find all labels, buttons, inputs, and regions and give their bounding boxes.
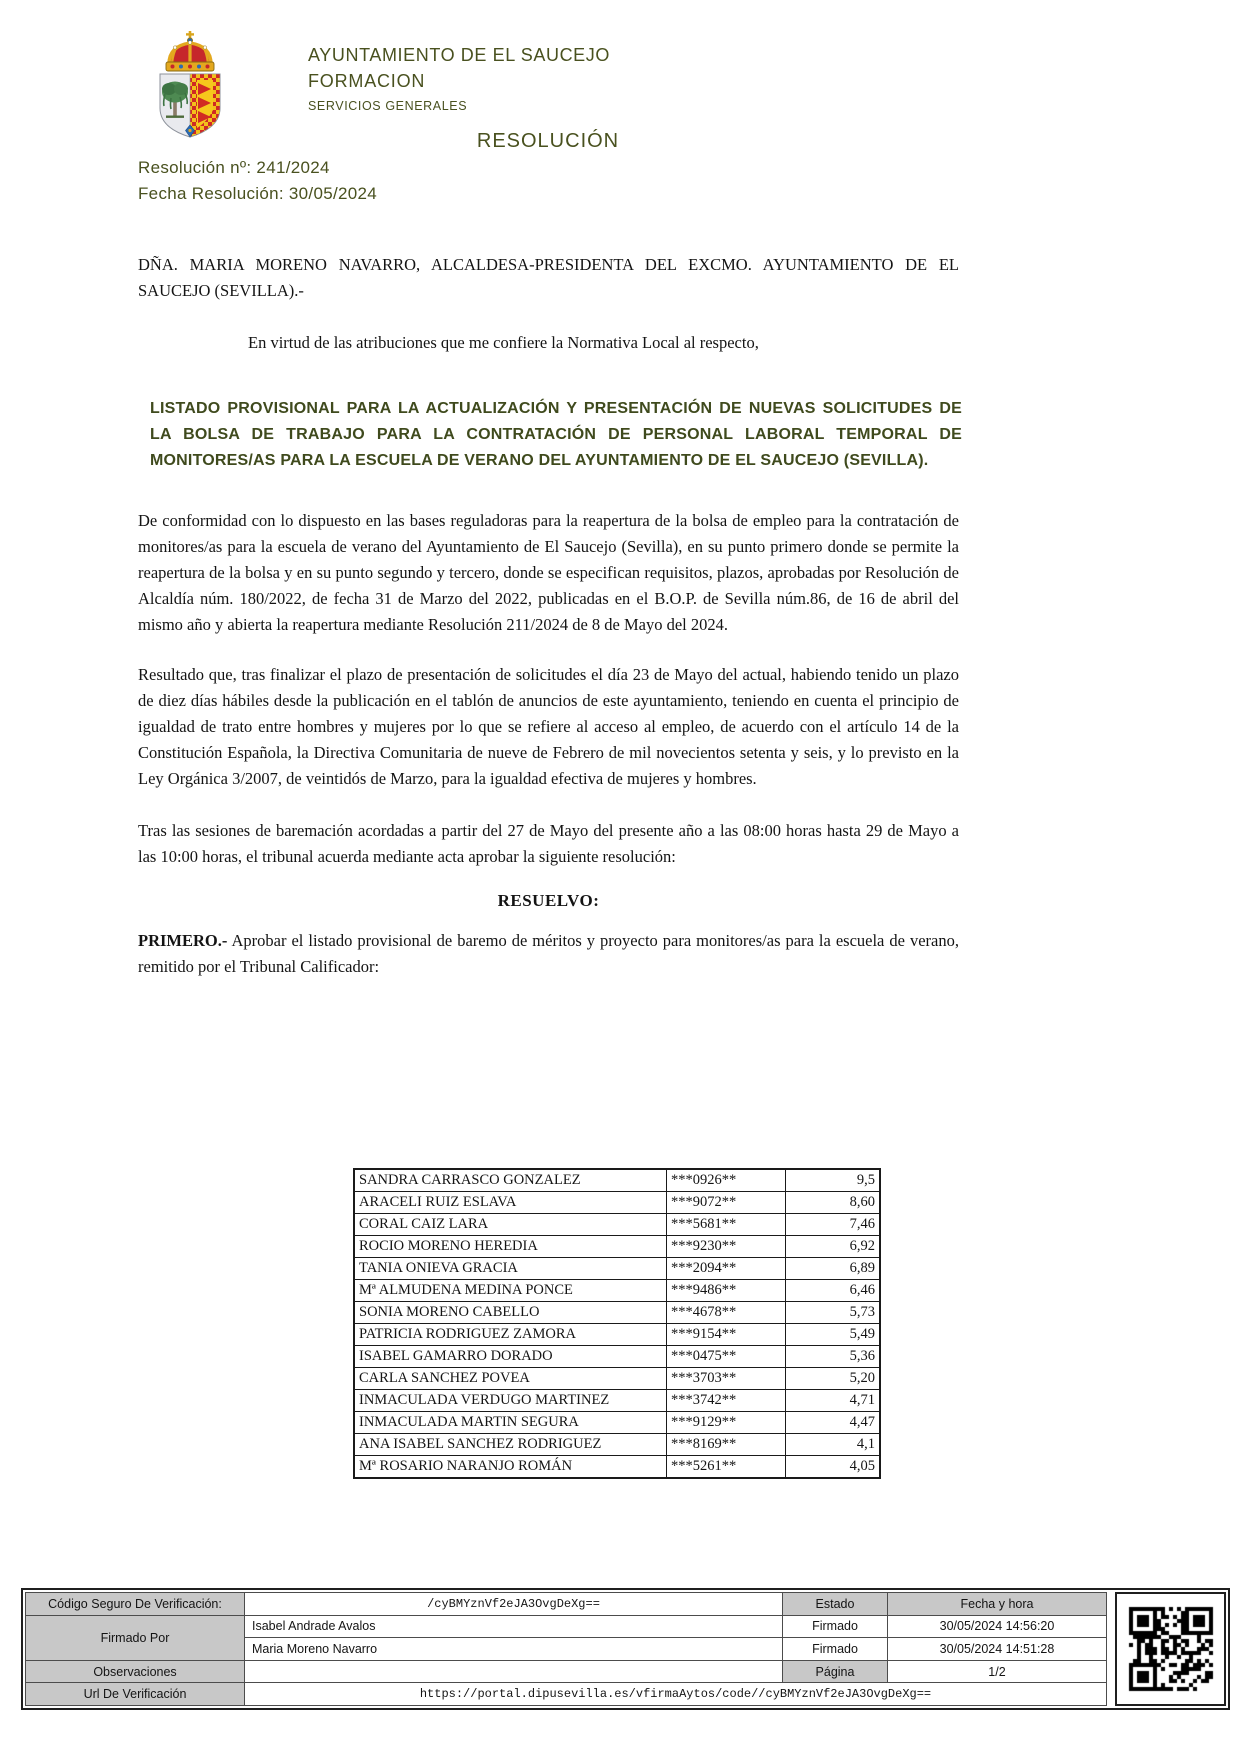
table-row [354, 1456, 880, 1479]
fecha-header: Fecha y hora [888, 1593, 1106, 1615]
verification-footer [21, 1588, 1230, 1710]
resolution-date: Fecha Resolución: 30/05/2024 [138, 184, 378, 203]
estado-header: Estado [783, 1593, 887, 1615]
cell-name: INMACULADA VERDUGO MARTINEZ [354, 1390, 667, 1412]
csv-label: Código Seguro De Verificación: [26, 1593, 244, 1615]
cell-score: 5,73 [786, 1302, 881, 1324]
cell-name: SANDRA CARRASCO GONZALEZ [354, 1169, 667, 1192]
cell-score: 5,36 [786, 1346, 881, 1368]
cell-name: CARLA SANCHEZ POVEA [354, 1368, 667, 1390]
cell-score: 4,05 [786, 1456, 881, 1479]
cell-name: CORAL CAIZ LARA [354, 1214, 667, 1236]
observaciones-label: Observaciones [26, 1661, 244, 1683]
cell-id: ***2094** [667, 1258, 786, 1280]
org-department: FORMACION [308, 71, 426, 91]
header-org-block [308, 42, 610, 116]
doc-type-title: RESOLUCIÓN [476, 130, 620, 152]
cell-name: TANIA ONIEVA GRACIA [354, 1258, 667, 1280]
table-row [354, 1368, 880, 1390]
firmado-por-label: Firmado Por [26, 1616, 244, 1660]
cell-score: 5,49 [786, 1324, 881, 1346]
pagina-value: 1/2 [888, 1661, 1106, 1683]
cell-score: 4,71 [786, 1390, 881, 1412]
cell-score: 9,5 [786, 1169, 881, 1192]
table-row [354, 1236, 880, 1258]
signer-estado: Firmado [783, 1616, 887, 1638]
paragraph-resultado: Resultado que, tras finalizar el plazo de presentación de solicitudes el día 23 de Mayo del actual, habiendo tenido un plazo de diez días hábiles desde la publicación en el tablón de anuncios de este ayuntamiento, teniendo en cuenta el principio de igualdad de trato entre hombres y mujeres por lo que se refiere al acceso al empleo, de acuerdo con el artículo 14 de la Constitución Española, la Directiva Comunitaria de nueve de Febrero de mil novecientos setenta y seis, y lo previsto en la Ley Orgánica 3/2007, de veintidós de Marzo, para la igualdad efectiva de mujeres y hombres. [138, 665, 959, 788]
resolution-meta [138, 155, 377, 207]
cell-id: ***5261** [667, 1456, 786, 1479]
cell-id: ***9154** [667, 1324, 786, 1346]
table-row [354, 1192, 880, 1214]
primero-label: PRIMERO.- [138, 931, 228, 950]
table-row [354, 1258, 880, 1280]
url-value: https://portal.dipusevilla.es/vfirmaAytos/code//cyBMYznVf2eJA3OvgDeXg== [245, 1683, 1106, 1705]
csv-value: /cyBMYznVf2eJA3OvgDeXg== [245, 1593, 782, 1615]
url-label: Url De Verificación [26, 1683, 244, 1705]
cell-name: INMACULADA MARTIN SEGURA [354, 1412, 667, 1434]
resolution-number: Resolución nº: 241/2024 [138, 158, 330, 177]
primero-text: Aprobar el listado provisional de baremo de méritos y proyecto para monitores/as para la escuela de verano, remitido por el Tribunal Calificador: [138, 931, 959, 976]
cell-name: ISABEL GAMARRO DORADO [354, 1346, 667, 1368]
observaciones-value [245, 1661, 782, 1683]
cell-score: 4,47 [786, 1412, 881, 1434]
cell-score: 6,46 [786, 1280, 881, 1302]
cell-id: ***8169** [667, 1434, 786, 1456]
cell-id: ***3703** [667, 1368, 786, 1390]
signer-name: Isabel Andrade Avalos [245, 1616, 782, 1638]
results-table [353, 1168, 881, 1479]
paragraph-baremacion: Tras las sesiones de baremación acordadas a partir del 27 de Mayo del presente año a las 08:00 horas hasta 29 de Mayo a las 10:00 horas, el tribunal acuerda mediante acta aprobar la siguiente resolución: [138, 821, 959, 866]
signer-name: Maria Moreno Navarro [245, 1638, 782, 1660]
cell-name: Mª ROSARIO NARANJO ROMÁN [354, 1456, 667, 1479]
table-row [354, 1390, 880, 1412]
resuelvo-heading: RESUELVO: [497, 891, 600, 910]
cell-score: 8,60 [786, 1192, 881, 1214]
table-row [354, 1324, 880, 1346]
cell-id: ***5681** [667, 1214, 786, 1236]
table-row [354, 1169, 880, 1192]
cell-name: PATRICIA RODRIGUEZ ZAMORA [354, 1324, 667, 1346]
cell-id: ***3742** [667, 1390, 786, 1412]
paragraph-presidenta: DÑA. MARIA MORENO NAVARRO, ALCALDESA-PRESIDENTA DEL EXCMO. AYUNTAMIENTO DE EL SAUCEJO (SEVILLA).- [138, 255, 959, 300]
paragraph-primero [138, 928, 959, 980]
qr-code [1127, 1605, 1215, 1693]
org-name: AYUNTAMIENTO DE EL SAUCEJO [308, 45, 610, 65]
cell-name: ARACELI RUIZ ESLAVA [354, 1192, 667, 1214]
cell-name: Mª ALMUDENA MEDINA PONCE [354, 1280, 667, 1302]
pagina-label: Página [783, 1661, 887, 1683]
cell-id: ***9072** [667, 1192, 786, 1214]
cell-id: ***9129** [667, 1412, 786, 1434]
cell-id: ***9486** [667, 1280, 786, 1302]
table-row [354, 1412, 880, 1434]
signer-fecha: 30/05/2024 14:56:20 [888, 1616, 1106, 1638]
results-table-body [354, 1169, 880, 1478]
cell-id: ***9230** [667, 1236, 786, 1258]
signer-fecha: 30/05/2024 14:51:28 [888, 1638, 1106, 1660]
paragraph-virtud: En virtud de las atribuciones que me confiere la Normativa Local al respecto, [248, 333, 759, 352]
table-row [354, 1346, 880, 1368]
cell-id: ***0926** [667, 1169, 786, 1192]
cell-score: 6,89 [786, 1258, 881, 1280]
cell-name: SONIA MORENO CABELLO [354, 1302, 667, 1324]
cell-name: ANA ISABEL SANCHEZ RODRIGUEZ [354, 1434, 667, 1456]
table-row [354, 1214, 880, 1236]
cell-id: ***0475** [667, 1346, 786, 1368]
cell-score: 7,46 [786, 1214, 881, 1236]
paragraph-conformidad: De conformidad con lo dispuesto en las bases reguladoras para la reapertura de la bolsa de empleo para la contratación de monitores/as para la escuela de verano del Ayuntamiento de El Saucejo (Sevilla), en su punto primero donde se permite la reapertura de la bolsa y en su punto segundo y tercero, donde se especifican requisitos, plazos, aprobadas por Resolución de Alcaldía núm. 180/2022, de fecha 31 de Marzo del 2022, publicadas en el B.O.P. de Sevilla núm.86, de 16 de abril del mismo año y abierta la reapertura mediante Resolución 211/2024 de 8 de Mayo del 2024. [138, 511, 959, 634]
table-row [354, 1434, 880, 1456]
qr-box [1115, 1592, 1226, 1706]
paragraph-listado-provisional: LISTADO PROVISIONAL PARA LA ACTUALIZACIÓN Y PRESENTACIÓN DE NUEVAS SOLICITUDES DE LA BOLSA DE TRABAJO PARA LA CONTRATACIÓN DE PERSONAL LABORAL TEMPORAL DE MONITORES/AS PARA LA ESCUELA DE VERANO DEL AYUNTAMIENTO DE EL SAUCEJO (SEVILLA). [150, 400, 962, 469]
table-row [354, 1302, 880, 1324]
org-subdepartment: SERVICIOS GENERALES [308, 99, 468, 113]
cell-id: ***4678** [667, 1302, 786, 1324]
cell-name: ROCIO MORENO HEREDIA [354, 1236, 667, 1258]
verification-table [25, 1592, 1107, 1706]
cell-score: 4,1 [786, 1434, 881, 1456]
cell-score: 6,92 [786, 1236, 881, 1258]
table-row [354, 1280, 880, 1302]
signer-estado: Firmado [783, 1638, 887, 1660]
cell-score: 5,20 [786, 1368, 881, 1390]
coat-of-arms-icon [140, 30, 240, 144]
